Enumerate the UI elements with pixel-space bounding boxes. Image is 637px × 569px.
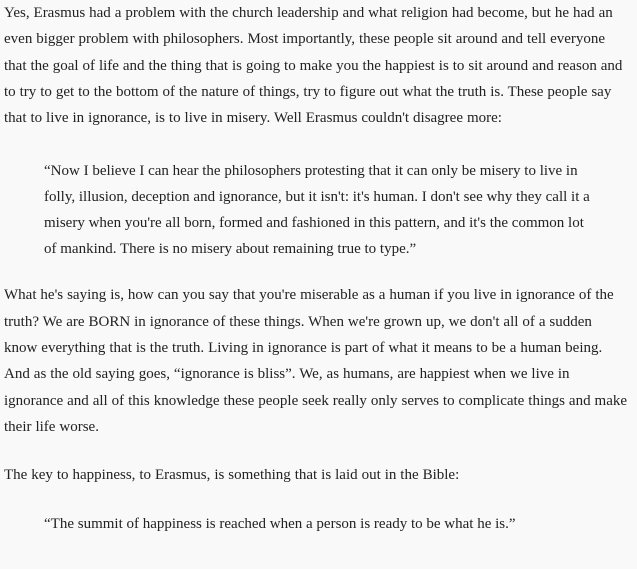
paragraph-ignorance-bliss: What he's saying is, how can you say that you're miserable as a human if you live in ignorance of the truth? We are BORN in ignorance of these things. When we're grown up, we don't all of a sudden know everything that is the truth. Living in ignorance is part of what it means to be a human being. And as the old saying goes, “ignorance is bliss”. We, as humans, are happiest when we live in ignorance and all of this knowledge these people seek really only serves to complicate things and make their life worse.: [4, 287, 628, 435]
blockquote-philosophers-misery: “Now I believe I can hear the philosophers protesting that it can only be misery to live in folly, illusion, deception and ignorance, but it isn't: it's human. I don't see why they call it a misery when you're all born, formed and fashioned in this pattern, and it's the common lot of mankind. There is no misery about remaining true to type.”: [44, 163, 590, 258]
blockquote-summit-of-happiness: “The summit of happiness is reached when a person is ready to be what he is.”: [44, 515, 516, 532]
paragraph-key-to-happiness: The key to happiness, to Erasmus, is something that is laid out in the Bible:: [4, 467, 460, 484]
paragraph-erasmus-philosophers: Yes, Erasmus had a problem with the church leadership and what religion had become, but he had an even bigger problem with philosophers. Most importantly, these people sit around and tell everyone that the goal of life and the thing that is going to make you the happiest is to sit around and reason and to try to get to the bottom of the nature of things, try to figure out what the truth is. These people say that to live in ignorance, is to live in misery. Well Erasmus couldn't disagree more:: [4, 5, 623, 127]
